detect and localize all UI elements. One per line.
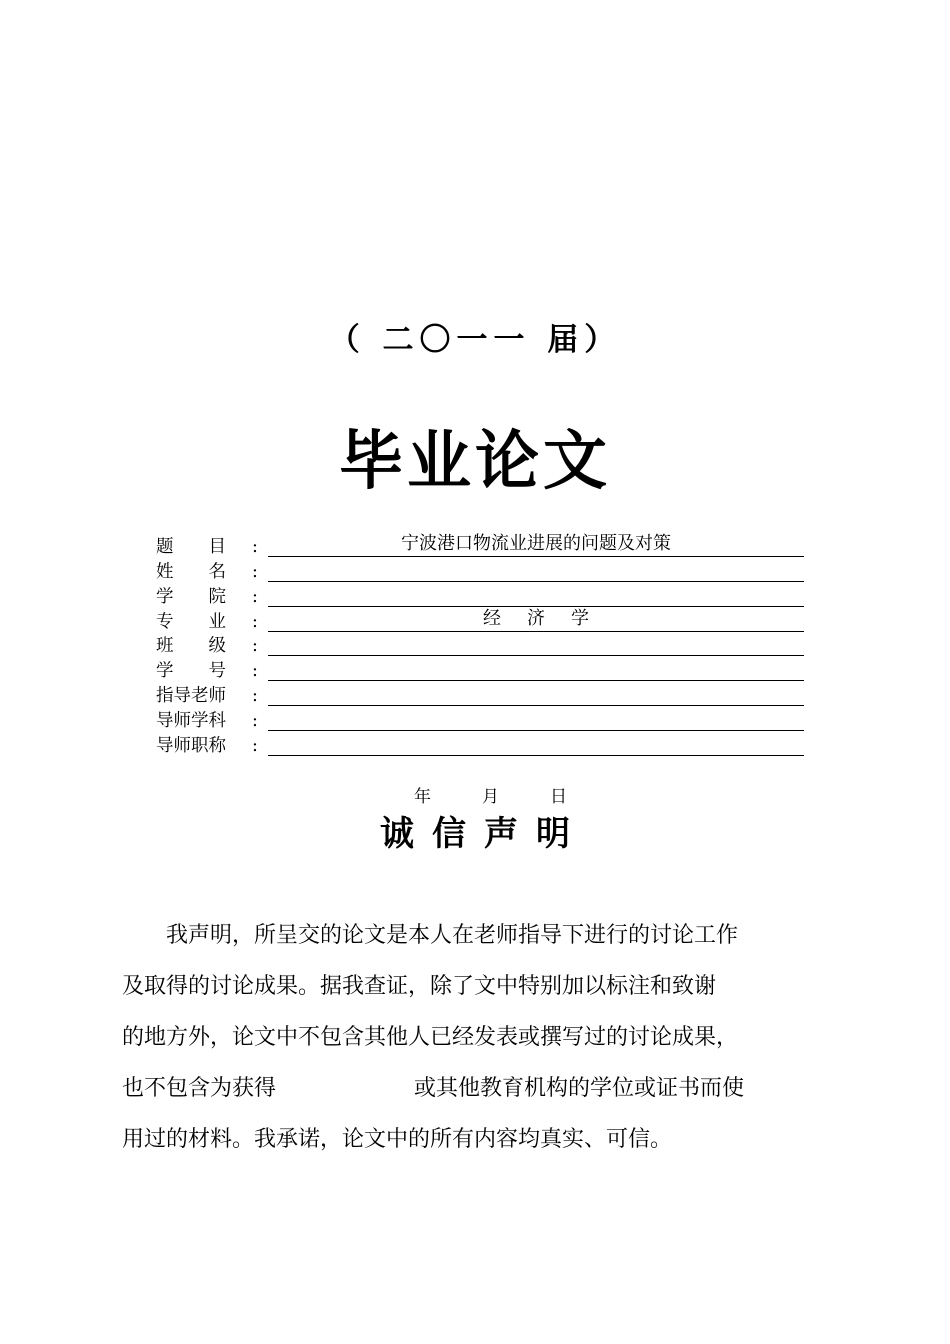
info-row-advisor	[156, 681, 804, 706]
statement-line: 及取得的讨论成果。据我查证，除了文中特别加以标注和致谢	[122, 974, 717, 999]
statement-line-part: 也不包含为获得	[122, 1076, 277, 1101]
info-table	[156, 532, 804, 756]
info-label: 学 号	[156, 661, 226, 682]
info-colon: :	[252, 586, 258, 607]
info-label: 题 目	[156, 536, 226, 557]
date-day: 日	[550, 787, 567, 807]
info-value-advisor-discipline	[268, 708, 804, 731]
info-label: 学 院	[156, 586, 226, 607]
info-value-student-id	[268, 658, 804, 681]
info-value-advisor-title	[268, 733, 804, 756]
info-colon: :	[252, 736, 258, 757]
info-label: 专 业	[156, 611, 226, 632]
info-value-class	[268, 633, 804, 656]
info-label: 指导老师	[156, 686, 226, 707]
info-row-advisor-discipline	[156, 706, 804, 731]
info-label: 班 级	[156, 636, 226, 657]
info-label: 姓 名	[156, 561, 226, 582]
statement-line: 用过的材料。我承诺，论文中的所有内容均真实、可信。	[122, 1127, 673, 1152]
info-row-name	[156, 557, 804, 582]
info-colon: :	[252, 711, 258, 732]
info-colon: :	[252, 536, 258, 557]
info-row-student-id	[156, 656, 804, 681]
statement-line	[122, 1063, 862, 1114]
info-value-major: 经济学	[268, 609, 804, 632]
info-colon: :	[252, 611, 258, 632]
honesty-statement-title: 诚信声明	[380, 814, 588, 854]
info-row-college	[156, 582, 804, 607]
info-row-major	[156, 607, 804, 632]
info-row-topic	[156, 532, 804, 557]
date-month: 月	[482, 787, 499, 807]
date-year: 年	[414, 787, 431, 807]
honesty-statement-body	[122, 910, 862, 1165]
info-value-advisor	[268, 683, 804, 706]
info-label: 导师职称	[156, 736, 226, 757]
statement-line-part: 或其他教育机构的学位或证书而使	[414, 1076, 745, 1101]
thesis-title-heading: 毕业论文	[339, 424, 611, 499]
info-value-college	[268, 584, 804, 607]
info-colon: :	[252, 636, 258, 657]
info-value-topic: 宁波港口物流业进展的问题及对策	[268, 534, 804, 557]
statement-line: 的地方外，论文中不包含其他人已经发表或撰写过的讨论成果，	[122, 1025, 739, 1050]
statement-line: 我声明，所呈交的论文是本人在老师指导下进行的讨论工作	[166, 923, 739, 948]
session-year: （ 二〇一一 届）	[328, 322, 622, 358]
info-row-class	[156, 632, 804, 657]
info-value-name	[268, 559, 804, 582]
info-label: 导师学科	[156, 711, 226, 732]
info-row-advisor-title	[156, 731, 804, 756]
info-colon: :	[252, 661, 258, 682]
info-colon: :	[252, 686, 258, 707]
info-colon: :	[252, 561, 258, 582]
